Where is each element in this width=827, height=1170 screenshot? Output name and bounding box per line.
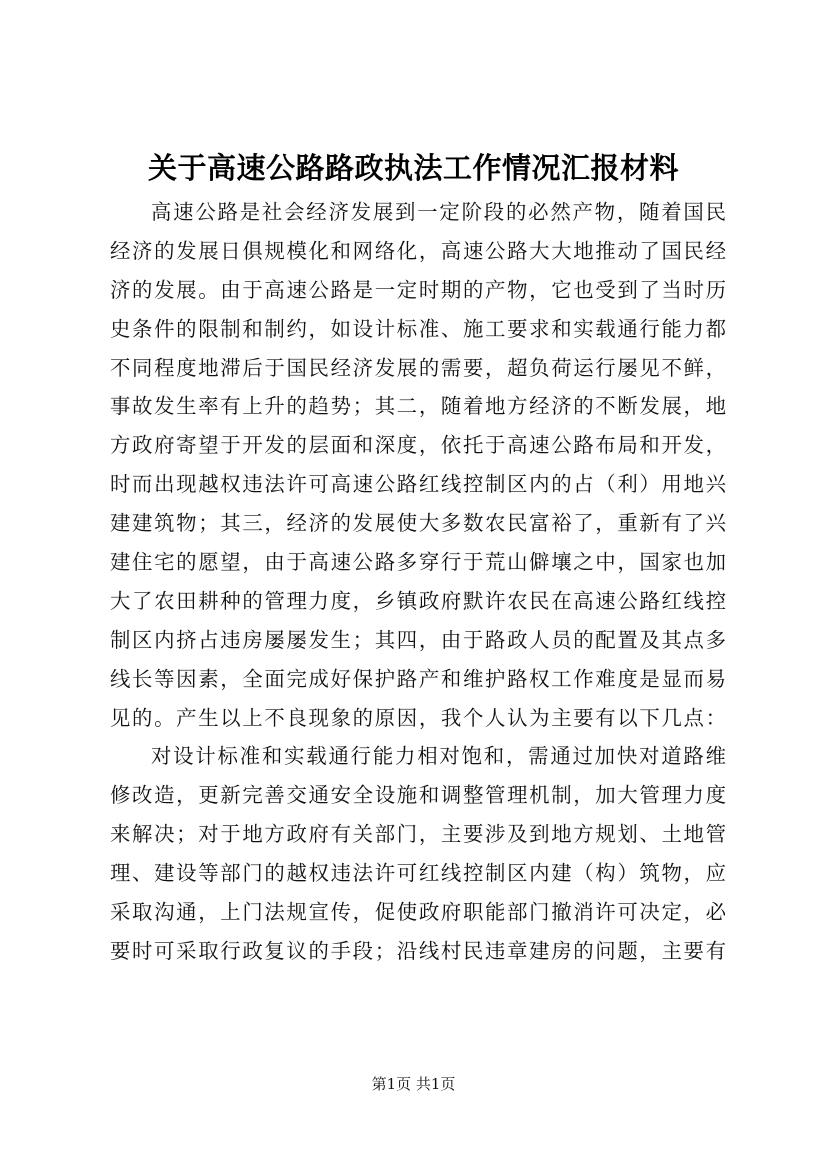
body-line: 史条件的限制和制约，如设计标准、施工要求和实载通行能力都 xyxy=(110,316,726,341)
body-line: 要时可采取行政复议的手段；沿线村民违章建房的问题，主要有 xyxy=(110,938,726,963)
body-line: 理、建设等部门的越权违法许可红线控制区内建（构）筑物，应 xyxy=(110,861,726,886)
body-line: 经济的发展日俱规模化和网络化，高速公路大大地推动了国民经 xyxy=(110,238,726,263)
body-line: 方政府寄望于开发的层面和深度，依托于高速公路布局和开发， xyxy=(110,433,726,458)
body-line: 建建筑物；其三，经济的发展使大多数农民富裕了，重新有了兴 xyxy=(110,511,726,536)
body-line: 制区内挤占违房屡屡发生；其四，由于路政人员的配置及其点多 xyxy=(110,627,726,652)
body-line: 济的发展。由于高速公路是一定时期的产物，它也受到了当时历 xyxy=(110,277,726,302)
page-number-footer: 第1页 共1页 xyxy=(371,1075,456,1093)
document-title: 关于高速公路路政执法工作情况汇报材料 xyxy=(147,151,679,185)
body-line: 高速公路是社会经济发展到一定阶段的必然产物，随着国民 xyxy=(151,200,726,224)
body-line: 对设计标准和实载通行能力相对饱和，需通过加快对道路维 xyxy=(151,744,726,769)
body-line: 采取沟通，上门法规宣传，促使政府职能部门撤消许可决定，必 xyxy=(110,900,726,925)
body-line: 建住宅的愿望，由于高速公路多穿行于荒山僻壤之中，国家也加 xyxy=(110,550,726,575)
body-line: 见的。产生以上不良现象的原因，我个人认为主要有以下几点： xyxy=(110,705,726,730)
body-line: 时而出现越权违法许可高速公路红线控制区内的占（利）用地兴 xyxy=(110,472,726,497)
body-line: 线长等因素，全面完成好保护路产和维护路权工作难度是显而易 xyxy=(110,666,726,691)
body-line: 事故发生率有上升的趋势；其二，随着地方经济的不断发展，地 xyxy=(110,394,726,419)
document-body xyxy=(110,193,726,971)
body-line: 来解决；对于地方政府有关部门，主要涉及到地方规划、土地管 xyxy=(110,822,726,847)
body-line: 修改造，更新完善交通安全设施和调整管理机制，加大管理力度 xyxy=(110,783,726,808)
body-line: 不同程度地滞后于国民经济发展的需要，超负荷运行屡见不鲜， xyxy=(110,355,726,380)
body-line: 大了农田耕种的管理力度，乡镇政府默许农民在高速公路红线控 xyxy=(110,588,726,613)
